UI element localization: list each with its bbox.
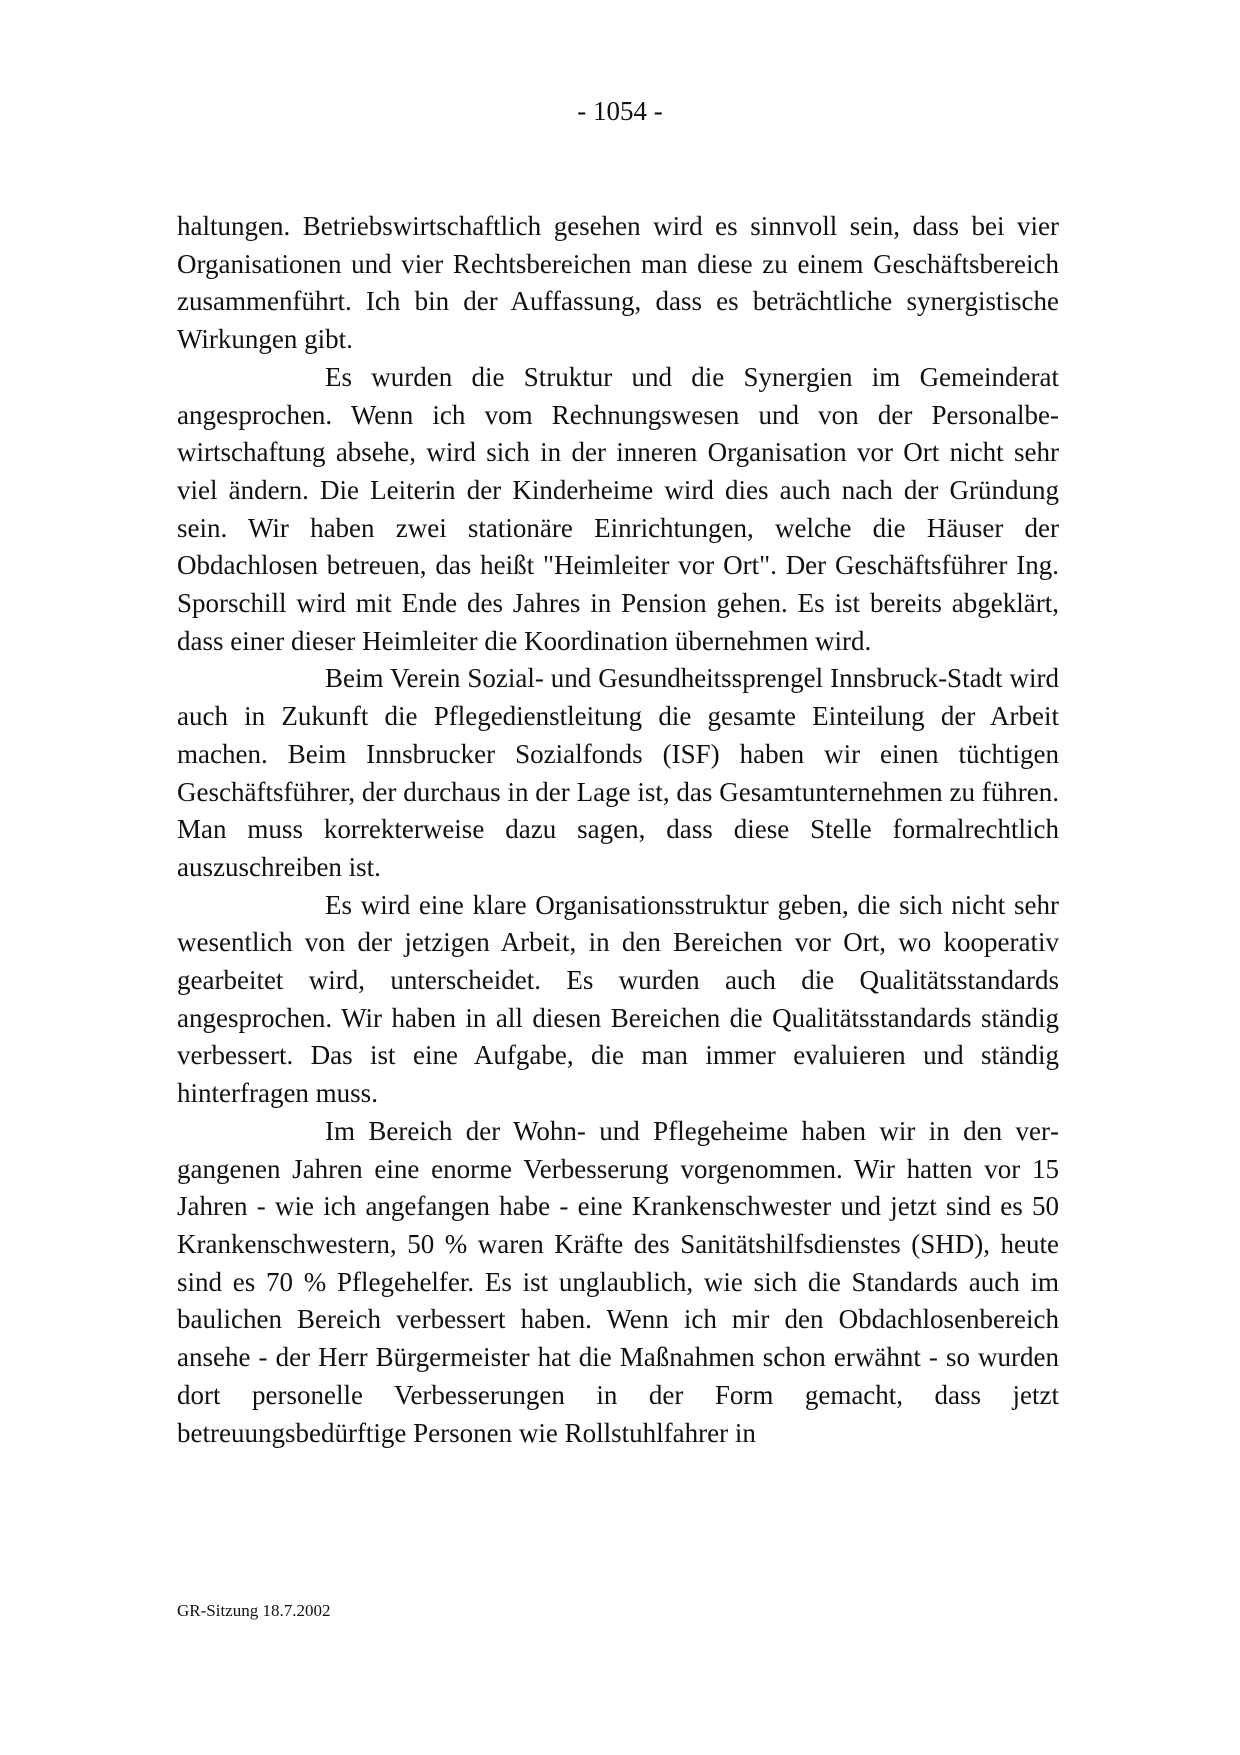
page-footer: GR-Sitzung 18.7.2002 [177,1601,331,1620]
document-body [177,208,1059,1452]
paragraph-2: Es wurden die Struktur und die Synergien im Gemeinderat angesprochen. Wenn ich vom Rechnungswesen und von der Personalbewirtschaftung absehe, wird sich in der inneren Organisation vor Ort nicht sehr viel ändern. Die Leiterin der Kinderheime wird dies auch nach der Gründung sein. Wir haben zwei stationäre Einrichtungen, welche die Häuser der Obdachlosen betreuen, das heißt "Heimleiter vor Ort". Der Geschäftsführer Ing. Sporschill wird mit Ende des Jahres in Pension gehen. Es ist bereits abgeklärt, dass einer dieser Heimleiter die Koordination übernehmen wird. [177,361,1059,656]
page-number: - 1054 - [577,96,663,126]
paragraph-5: Im Bereich der Wohn- und Pflegeheime haben wir in den vergangenen Jahren eine enorme Verbesserung vorgenommen. Wir hatten vor 15 Jahren - wie ich angefangen habe - eine Krankenschwester und jetzt sind es 50 Krankenschwestern, 50 % waren Kräfte des Sanitätshilfsdienstes (SHD), heute sind es 70 % Pflegehelfer. Es ist unglaublich, wie sich die Standards auch im baulichen Bereich verbessert haben. Wenn ich mir den Obdachlosenbereich ansehe - der Herr Bürgermeister hat die Maßnahmen schon erwähnt - so wurden dort personelle Verbesserungen in der Form gemacht, dass jetzt betreuungsbedürftige Personen wie Rollstuhlfahrer in [177,1115,1059,1448]
paragraph-1: haltungen. Betriebswirtschaftlich gesehen wird es sinnvoll sein, dass bei vier Organisationen und vier Rechtsbereichen man diese zu einem Geschäftsbereich zusammenführt. Ich bin der Auffassung, dass es beträchtliche synergistische Wirkungen gibt. [177,211,1059,355]
paragraph-4: Es wird eine klare Organisationsstruktur geben, die sich nicht sehr wesentlich von der jetzigen Arbeit, in den Bereichen vor Ort, wo kooperativ gearbeitet wird, unterscheidet. Es wurden auch die Qualitätsstandards angesprochen. Wir haben in all diesen Bereichen die Qualitätsstandards ständig verbessert. Das ist eine Aufgabe, die man immer evaluieren und ständig hinterfragen muss. [177,889,1059,1109]
paragraph-3: Beim Verein Sozial- und Gesundheitssprengel Innsbruck-Stadt wird auch in Zukunft die Pflegedienstleitung die gesamte Einteilung der Arbeit machen. Beim Innsbrucker Sozialfonds (ISF) haben wir einen tüchtigen Geschäftsführer, der durchaus in der Lage ist, das Gesamtunternehmen zu führen. Man muss korrekterweise dazu sagen, dass diese Stelle formalrechtlich auszuschreiben ist. [177,663,1059,882]
